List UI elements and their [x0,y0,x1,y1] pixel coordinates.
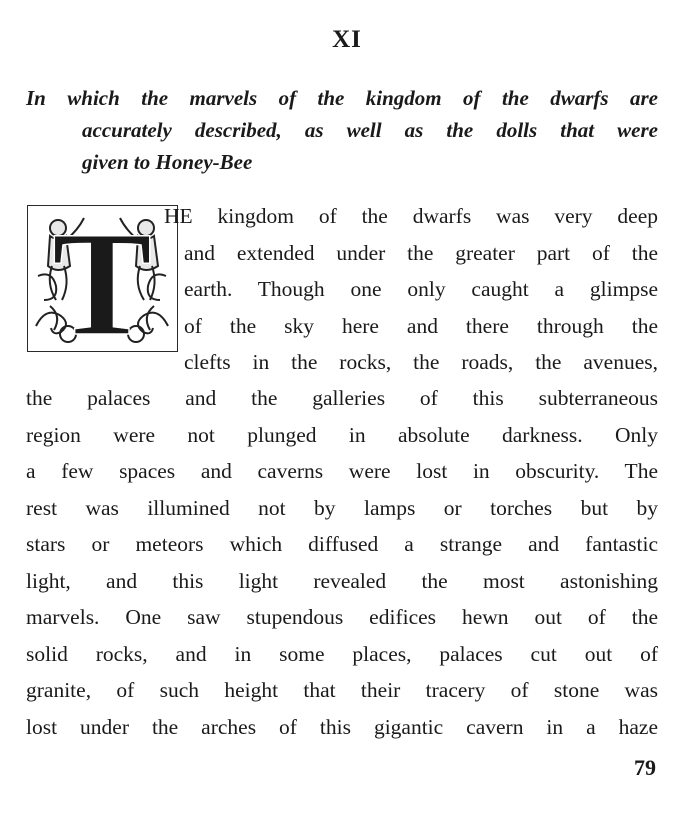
summary-line: given to Honey-Bee [82,150,253,174]
text-line: light, and this light revealed the most astonishing [26,568,658,593]
summary-line: In which the marvels of the kingdom of the dwarfs are [26,86,658,110]
text-line: solid rocks, and in some places, palaces cut out of [26,641,658,666]
chapter-summary [26,82,658,178]
text-line: HE kingdom of the dwarfs was very deep [164,204,658,228]
chapter-heading: XI [332,26,362,53]
text-line: region were not plunged in absolute darkness. Only [26,422,658,447]
text-line: of the sky here and there through the [184,313,658,338]
paragraph-full-lines [26,380,658,745]
summary-line: accurately described, as well as the dolls that were [82,118,658,142]
paragraph-wrapped-lines [164,198,658,381]
text-line: marvels. One saw stupendous edifices hewn out of the [26,605,658,629]
page-number: 79 [634,755,656,780]
ornament-figures-icon [28,206,176,350]
text-line: the palaces and the galleries of this subterraneous [26,386,658,410]
text-line: lost under the arches of this gigantic cavern in a haze [26,714,658,739]
text-line: earth. Though one only caught a glimpse [184,277,658,301]
text-line: granite, of such height that their tracery of stone was [26,678,658,702]
text-line: rest was illumined not by lamps or torches but by [26,495,658,520]
text-line: and extended under the greater part of the [184,240,658,265]
decorative-initial [27,205,178,352]
text-line: a few spaces and caverns were lost in obscurity. The [26,459,658,483]
dropcap-letter: T [51,206,153,350]
text-line: clefts in the rocks, the roads, the avenues, [184,350,658,374]
text-line: stars or meteors which diffused a strange and fantastic [26,532,658,556]
